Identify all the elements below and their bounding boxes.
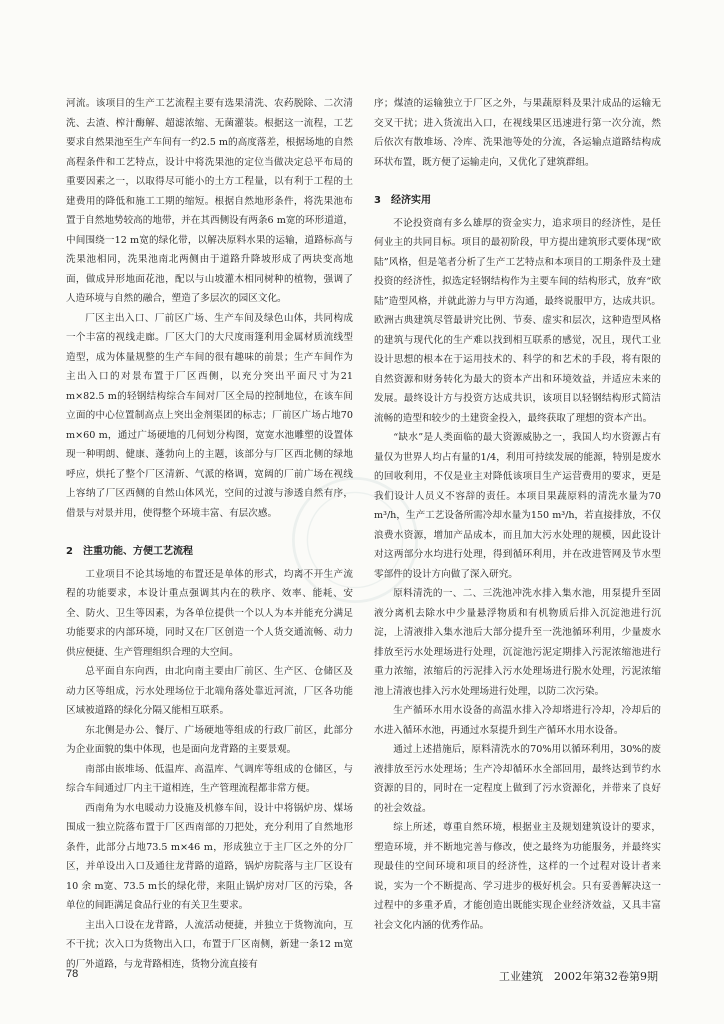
paragraph: 西南角为水电暖动力设施及机修车间，设计中将锅炉房、煤场围成一独立院落布置于厂区西南部的刀把处，充分利用了自然地形条件，此部分占地73.5 m×46 m，形成独立于主厂区之外的分厂区，并单设出入口及通往龙背路的道路，锅炉房院落与主厂区设有10 余 m宽、73.5 m长的绿化带，来阻止锅炉房对厂区的污染，各单位的间距满足食品行业的有关卫生要求。 [66,802,353,911]
paragraph: “缺水”是人类面临的最大资源威胁之一，我国人均水资源占有量仅为世界人均占有量的1/4，利用可持续发展的能源，特别是废水的回收利用，不仅是业主对降低该项目生产运营费用的要求，更是我们设计人员义不容辞的责任。本项目果蔬原料的清洗水量为70 m³/h，生产工艺设备所需冷却水量为150 m³/h，若直接排放，不仅浪费水资源，增加产品成本，而且加大污水处理的规模，因此设计对这两部分水均进行处理，得到循环利用，并在改进管网及节水型零部件的设计方向做了深入研究。 [374,432,661,580]
paragraph: 工业项目不论其场地的布置还是单体的形式，均离不开生产流程的功能要求，本设计重点强调其内在的秩序、效率、能耗、安全、防火、卫生等因素，为各单位提供一个以人为本并能充分满足功能要求的内部环境，同时又在厂区创造一个人货交通流畅、动力供应便捷、生产管理组织合理的大空间。 [66,568,353,658]
paragraph: 不论投资商有多么雄厚的资金实力，追求项目的经济性，是任何业主的共同目标。项目的最初阶段，甲方提出建筑形式要体现“欧陆”风格，但是笔者分析了生产工艺特点和本项目的工期条件及土建投资的经济性，拟选定轻钢结构作为主要车间的结构形式，放弃“欧陆”造型风格，并就此游力与甲方沟通，最终说服甲方，达成共识。欧洲古典建筑尽管最讲究比例、节奏、虚实和层次，这种造型风格的建筑与现代化的生产难以找到相互联系的感觉，况且，现代工业设计思想的根本在于运用技术的、科学的和艺术的手段，将有限的自然资源和财务转化为最大的资本产出和环境效益，并适应未来的发展。最终设计方与投资方达成共识，该项目以轻钢结构形式简洁流畅的造型和较少的土建资金投入，最终获取了理想的资本产出。 [374,217,661,424]
paragraph: 南部由嵌堆场、低温库、高温库、气调库等组成的仓储区，与综合车间通过厂内主干道相连，生产管理流程都非常方便。 [66,763,353,794]
paragraph: 厂区主出入口、厂前区广场、生产车间及绿色山体，共同构成一个丰富的视线走廊。厂区大门的大尺度雨篷利用金属材质流线型造型，成为体量规整的生产车间的很有趣味的前景；生产车间作为主出入口的对景布置于厂区西侧，以充分突出平面尺寸为21 m×82.5 m的轻钢结构综合车间对厂区全局的控制地位，在该车间立面的中心位置制高点上突出金剂渠团的标志；厂前区广场占地70 m×60 m，通过广场硬地的几何划分构图，宽宽水池雕塑的设置体现一种明朗、健康、蓬勃向上的主题，该部分与厂区西北侧的绿地呼应，烘托了整个厂区清新、气派的格调，宽阔的厂前广场在视线上容纳了厂区西侧的自然山体风光，空间的过渡与渗透自然有序，借景与对景并用，使得整个环境丰富、有层次感。 [66,312,353,519]
spacer [374,172,661,186]
paragraph: 通过上述措施后，原料清洗水的70%用以循环利用，30%的废液排放至污水处理场；生产冷却循环水全部回用，最终达到节约水资源的目的，同时在一定程度上做到了污水资源化，并带来了良好的社会效益。 [374,744,661,814]
page-number: 78 [66,968,79,980]
paragraph: 综上所述，尊重自然环境，根据业主及规划建筑设计的要求，塑造环境，并不断地完善与修改，使之最终为功能服务，并最终实现最佳的空间环境和项目的经济性，这样的一个过程对设计者来说，实为一个不断提高、学习进步的极好机会。只有妥善解决这一过程中的多重矛盾，才能创造出既能实现企业经济效益，又具丰富社会文化内涵的优秀作品。 [374,822,661,931]
left-column [66,94,353,974]
spacer [66,523,353,537]
right-column [374,94,661,935]
paragraph: 东北侧是办公、餐厅、广场硬地等组成的行政厂前区，此部分为企业面貌的集中体现，也是面向龙背路的主要景观。 [66,724,353,755]
section-heading-3: 3 经济实用 [374,195,431,206]
paragraph: 主出入口设在龙背路，人流活动便捷，并独立于货物流向，互不干扰；次入口为货物出入口，布置于厂区南侧，新建一条12 m宽的厂外道路，与龙背路相连，货物分流直接有 [66,919,353,970]
paragraph: 原料清洗的一、二、三洗池冲洗水排入集水池，用泵提升至固液分离机去除水中少量悬浮物质和有机物质后排入沉淀池进行沉淀，上清液排入集水池后大部分提升至一洗池循环利用，少量废水排放至污水处理场进行处理，沉淀池污泥定期排入污泥浓缩池进行重力浓缩，浓缩后的污泥排入污水处理场进行脱水处理，污泥浓缩池上清液也排入污水处理场进行处理，以防二次污染。 [374,588,661,697]
journal-footer: 工业建筑 2002年第32卷第9期 [499,970,658,983]
paragraph: 序；煤渣的运输独立于厂区之外，与果蔬原料及果汁成品的运输无交叉干扰；进入货流出入口，在视线果区迅速进行第一次分流，然后依次有散堆场、冷库、洗果池等处的分流，各运输点道路结构成环状布置，既方便了运输走向，又优化了建筑群组。 [374,98,661,168]
section-heading-2: 2 注重功能、方便工艺流程 [66,546,193,557]
paragraph: 生产循环水用水设备的高温水排入冷却塔进行冷却，冷却后的水进入循环水池，再通过水泵提升到生产循环水用水设备。 [374,705,661,736]
paragraph: 河流。该项目的生产工艺流程主要有选果清洗、农药脱除、二次清洗、去渣、榨汁酶解、超滤浓缩、无菌灌装。根据这一流程，工艺要求自然果池至生产车间有一约2.5 m的高度落差，根据场地的自然高程条件和工艺特点，设计中将洗果池的定位当做决定总平布局的重要因素之一，以取得尽可能小的土方工程量，以有利于工程的土建费用的降低和施工工期的缩短。根据自然地形条件，将洗果池布置于自然地势较高的地带，并在其西侧设有两条6 m宽的环形道道，中间围绕一12 m宽的绿化带，以解决原料水果的运输，道路标高与洗果池相同，洗果池南北两侧由于道路升降坡形成了两块变高地面，做成异形地面花池，配以与山坡灌木相同树种的植物，强调了人造环境与自然的融合，塑造了多层次的园区文化。 [66,98,353,304]
paragraph: 总平面自东向西，由北向南主要由厂前区、生产区、仓储区及动力区等组成，污水处理场位于北端角落处靠近河流，厂区各功能区域被道路的绿化分隔又能相互联系。 [66,666,353,716]
